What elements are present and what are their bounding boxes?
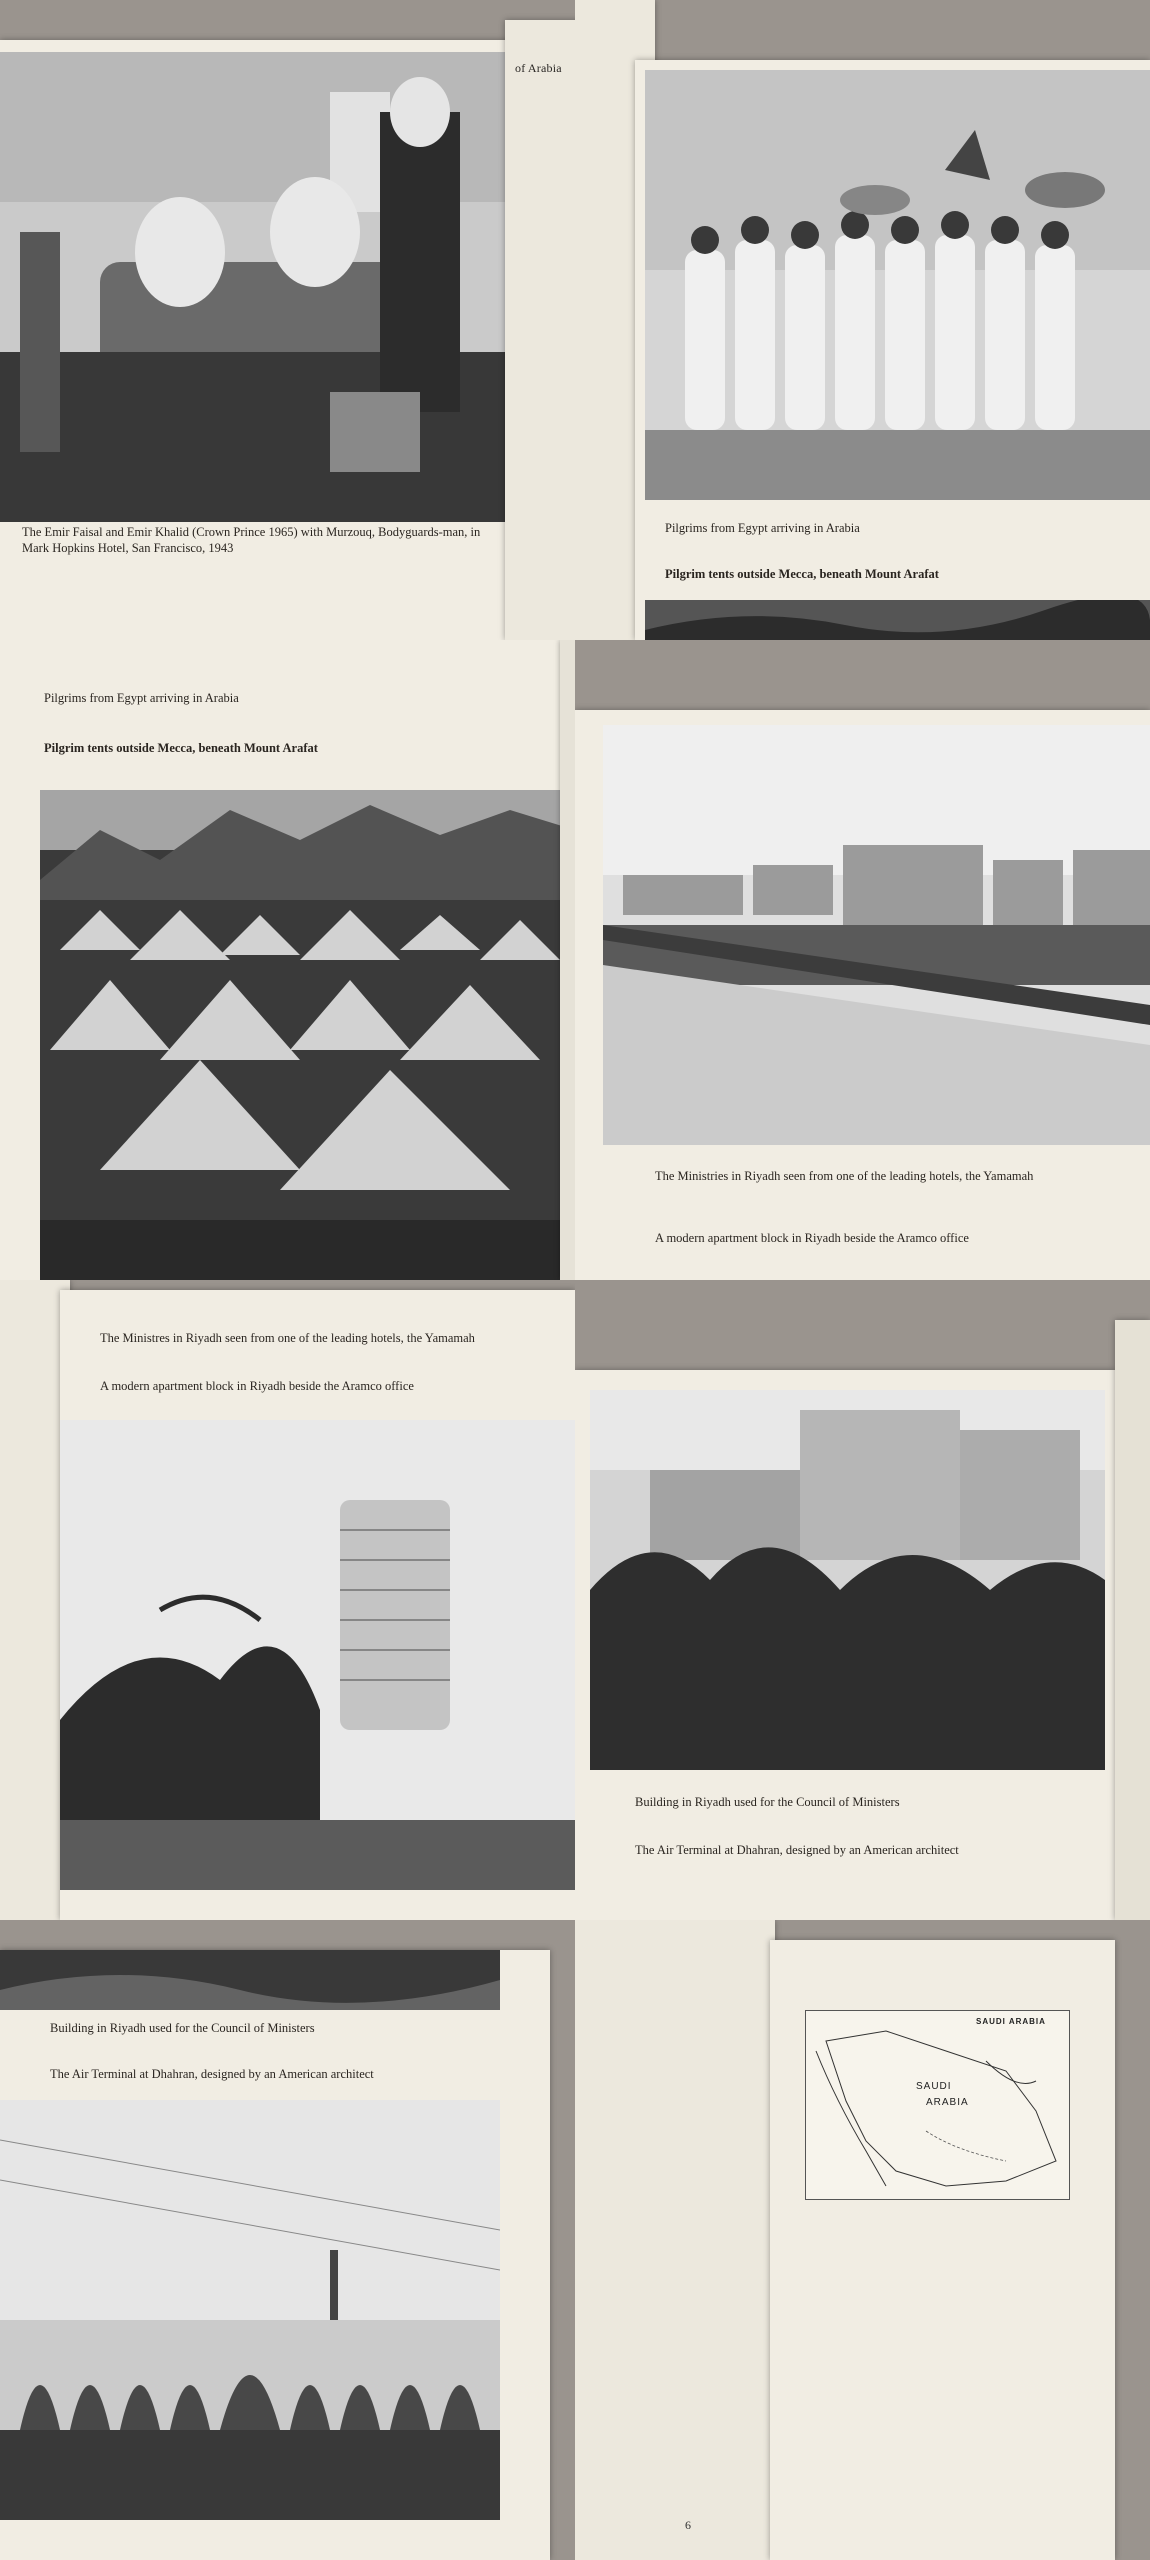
photo-strip-mountains xyxy=(645,600,1150,640)
collage-cell-3 xyxy=(0,640,575,1280)
photo-caption-2: Pilgrim tents outside Mecca, beneath Mount Arafat xyxy=(665,567,939,581)
photo-caption-1: The Ministries in Riyadh seen from one of the leading hotels, the Yamamah xyxy=(655,1169,1034,1183)
photo-dhahran-terminal xyxy=(0,2100,500,2520)
page-number: 6 xyxy=(685,2518,691,2532)
collage-cell-4 xyxy=(575,640,1150,1280)
photo-caption-1: The Ministres in Riyadh seen from one of the leading hotels, the Yamamah xyxy=(100,1331,475,1345)
photo-caption-1: Building in Riyadh used for the Council of Ministers xyxy=(50,2021,315,2035)
photo-caption-2: A modern apartment block in Riyadh beside the Aramco office xyxy=(655,1231,969,1245)
photo-council-ministers xyxy=(590,1390,1105,1770)
collage-cell-6 xyxy=(575,1280,1150,1920)
map-label-saudi: SAUDI xyxy=(916,2081,952,2092)
photo-caption-2: The Air Terminal at Dhahran, designed by an American architect xyxy=(635,1843,959,1857)
photo-strip-foliage xyxy=(0,1950,500,2010)
photo-caption: The Emir Faisal and Emir Khalid (Crown Prince 1965) with Murzouq, Bodyguards-man, in Mark Hopkins Hotel, San Francisco, 1943 xyxy=(22,525,481,555)
photo-caption-1: Pilgrims from Egypt arriving in Arabia xyxy=(44,691,239,705)
photo-apartment-block xyxy=(60,1420,575,1890)
body-text-column xyxy=(585,1940,765,2520)
book-page-right-edge xyxy=(1115,1320,1150,1920)
photo-caption-2: Pilgrim tents outside Mecca, beneath Mount Arafat xyxy=(44,741,318,755)
map-label-arabia: ARABIA xyxy=(926,2097,969,2108)
collage-cell-2 xyxy=(575,0,1150,640)
book-page-edge xyxy=(560,640,575,1280)
body-text-column: of Arabia xyxy=(515,61,562,75)
map-title: SAUDI ARABIA xyxy=(976,2017,1046,2026)
photo-caption-2: A modern apartment block in Riyadh beside the Aramco office xyxy=(100,1379,414,1393)
photo-pilgrims-egypt xyxy=(645,70,1150,500)
photo-emirs-seated xyxy=(0,52,505,522)
collage-cell-1 xyxy=(0,0,575,640)
photo-pilgrim-tents xyxy=(40,790,575,1280)
collage-cell-5 xyxy=(0,1280,575,1920)
collage-cell-7 xyxy=(0,1920,575,2560)
photo-caption-1: Building in Riyadh used for the Council of Ministers xyxy=(635,1795,900,1809)
collage-cell-8 xyxy=(575,1920,1150,2560)
photo-ministries-riyadh xyxy=(603,725,1150,1145)
photo-caption-2: The Air Terminal at Dhahran, designed by an American architect xyxy=(50,2067,374,2081)
map-saudi-arabia xyxy=(805,2010,1070,2200)
photo-caption-1: Pilgrims from Egypt arriving in Arabia xyxy=(665,521,860,535)
